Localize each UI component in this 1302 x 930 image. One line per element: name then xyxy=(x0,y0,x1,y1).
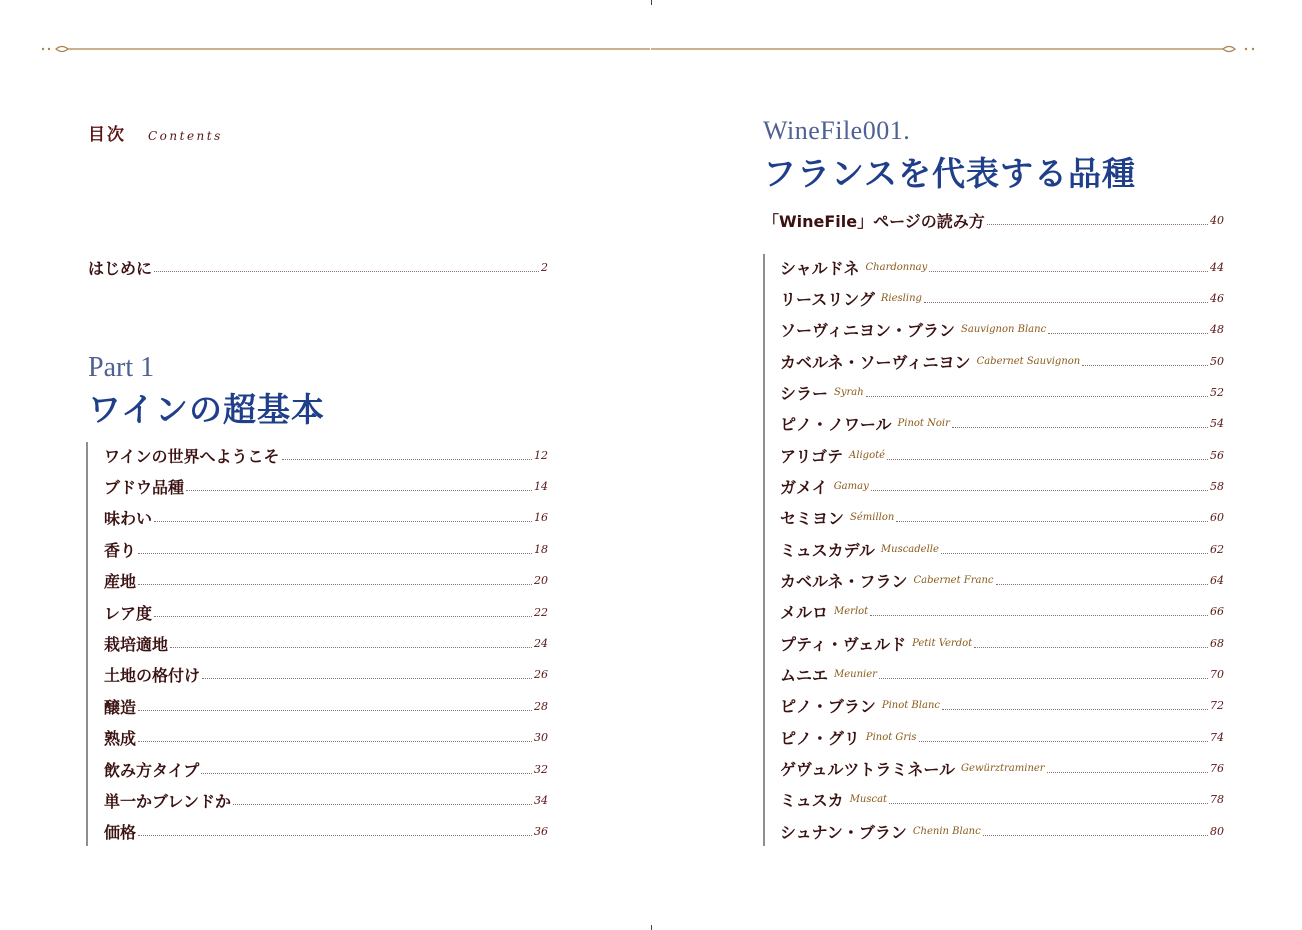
toc-entry-page: 26 xyxy=(534,668,548,682)
toc-entry-page: 68 xyxy=(1210,636,1224,650)
toc-entry-page: 14 xyxy=(534,479,548,493)
toc-entry-label: プティ・ヴェルド xyxy=(780,634,907,654)
toc-entry-page: 18 xyxy=(534,542,548,556)
toc-entry[interactable] xyxy=(780,319,1224,341)
toc-entry[interactable] xyxy=(780,538,1224,560)
toc-entry-label: ピノ・ノワール xyxy=(780,415,892,435)
dot-leader xyxy=(154,271,539,272)
toc-entry-page: 60 xyxy=(1210,511,1224,525)
toc-entry-label: シラー xyxy=(780,383,829,403)
toc-entry-en-name: Riesling xyxy=(880,292,922,304)
dot-leader xyxy=(1047,772,1208,773)
toc-entry-page: 24 xyxy=(534,636,548,650)
dot-leader xyxy=(138,710,532,711)
toc-entry-en-name: Petit Verdot xyxy=(912,637,973,649)
section-rule-left xyxy=(86,442,88,846)
dot-leader xyxy=(154,616,532,617)
toc-entry-en-name: Gamay xyxy=(833,480,869,492)
toc-title-jp: 目次 xyxy=(88,125,126,145)
toc-entry-label: 単一かブレンドか xyxy=(104,791,231,811)
toc-entry[interactable] xyxy=(104,758,548,780)
toc-entry[interactable] xyxy=(780,287,1224,309)
toc-entry[interactable] xyxy=(780,789,1224,811)
toc-entry[interactable] xyxy=(780,475,1224,497)
dot-leader xyxy=(942,709,1208,710)
toc-entry-en-name: Aligoté xyxy=(849,449,886,461)
toc-entry-page: 70 xyxy=(1210,668,1224,682)
toc-entry-en-name: Chenin Blanc xyxy=(912,825,981,837)
toc-entry[interactable] xyxy=(780,256,1224,278)
toc-entry-page: 72 xyxy=(1210,699,1224,713)
toc-entry[interactable] xyxy=(780,820,1224,842)
dot-leader xyxy=(170,647,532,648)
toc-entry-page: 74 xyxy=(1210,730,1224,744)
toc-entry-label: 熟成 xyxy=(104,729,137,749)
file-title: フランスを代表する品種 xyxy=(763,154,1137,193)
toc-entry-en-name: Cabernet Sauvignon xyxy=(976,355,1081,367)
toc-entry-label: 「WineFile」ページの読み方 xyxy=(763,211,985,231)
toc-entry-label: レア度 xyxy=(104,603,153,623)
toc-entry[interactable] xyxy=(104,789,548,811)
dot-leader xyxy=(987,224,1208,225)
crop-mark-top xyxy=(651,0,652,5)
toc-entry-page: 58 xyxy=(1210,479,1224,493)
toc-entry[interactable] xyxy=(104,444,548,466)
toc-entry[interactable] xyxy=(104,664,548,686)
dot-leader xyxy=(138,835,532,836)
toc-entry-en-name: Pinot Noir xyxy=(897,418,950,430)
toc-entry-label: ミュスカ xyxy=(780,791,844,811)
toc-entry[interactable] xyxy=(780,507,1224,529)
toc-entry-intro[interactable] xyxy=(88,256,548,278)
toc-heading xyxy=(88,120,223,145)
toc-entry-label: ムニエ xyxy=(780,666,829,686)
dot-leader xyxy=(919,741,1208,742)
toc-entry-page: 32 xyxy=(534,762,548,776)
toc-entry-page: 46 xyxy=(1210,291,1224,305)
toc-entry-label: セミヨン xyxy=(780,509,845,529)
toc-entry-en-name: Chardonnay xyxy=(865,261,928,273)
dot-leader xyxy=(186,490,532,491)
dot-leader xyxy=(870,615,1208,616)
dot-leader xyxy=(889,803,1208,804)
toc-entry-label: ピノ・ブラン xyxy=(780,697,876,717)
toc-entry-page: 78 xyxy=(1210,793,1224,807)
toc-entry-en-name: Syrah xyxy=(834,386,864,398)
toc-entry-label: シャルドネ xyxy=(780,258,860,278)
toc-entry-en-name: Sémillon xyxy=(850,512,895,524)
dot-leader xyxy=(983,835,1208,836)
toc-entry-en-name: Merlot xyxy=(834,606,869,618)
file-label: WineFile001. xyxy=(763,116,911,145)
part-title: ワインの超基本 xyxy=(88,390,326,429)
toc-entry-en-name: Meunier xyxy=(834,669,877,681)
dot-leader xyxy=(887,459,1208,460)
toc-entry[interactable] xyxy=(780,413,1224,435)
toc-entry-page: 12 xyxy=(534,448,548,462)
toc-entry[interactable] xyxy=(780,350,1224,372)
dot-leader xyxy=(233,804,532,805)
ornament-rule-left xyxy=(40,40,652,58)
toc-entry[interactable] xyxy=(780,570,1224,592)
toc-entry-page: 40 xyxy=(1210,213,1224,227)
toc-entry-en-name: Gewürztraminer xyxy=(961,763,1045,775)
toc-entry-label: 味わい xyxy=(104,509,153,529)
toc-entry-label: ブドウ品種 xyxy=(104,477,185,497)
toc-entry-label: アリゴテ xyxy=(780,446,844,466)
dot-leader xyxy=(996,584,1208,585)
toc-entry[interactable] xyxy=(104,538,548,560)
dot-leader xyxy=(924,302,1208,303)
toc-entry[interactable] xyxy=(780,632,1224,654)
ornament-rule-right xyxy=(651,40,1263,58)
toc-entry-label: 香り xyxy=(104,540,137,560)
toc-entry-label: ミュスカデル xyxy=(780,540,875,560)
toc-entry-label: リースリング xyxy=(780,289,875,309)
toc-entry-page: 36 xyxy=(534,825,548,839)
dot-leader xyxy=(138,553,532,554)
toc-entry-page: 20 xyxy=(534,574,548,588)
dot-leader xyxy=(896,521,1208,522)
section-rule-right xyxy=(763,254,765,846)
toc-entry-label: 価格 xyxy=(104,823,137,843)
toc-entry-page: 50 xyxy=(1210,354,1224,368)
toc-entry[interactable] xyxy=(104,507,548,529)
toc-entry[interactable] xyxy=(780,444,1224,466)
toc-entry-label: 栽培適地 xyxy=(104,634,169,654)
toc-entry-en-name: Sauvignon Blanc xyxy=(961,324,1047,336)
toc-entry-label: ワインの世界へようこそ xyxy=(104,446,280,466)
toc-entry-page: 52 xyxy=(1210,385,1224,399)
toc-entry[interactable] xyxy=(104,695,548,717)
dot-leader xyxy=(201,773,532,774)
toc-entry-label: 醸造 xyxy=(104,697,137,717)
toc-entry-label: ゲヴュルツトラミネール xyxy=(780,760,956,780)
toc-entry-en-name: Pinot Blanc xyxy=(881,700,940,712)
toc-entry-page: 34 xyxy=(534,793,548,807)
toc-entry-page: 54 xyxy=(1210,417,1224,431)
toc-entry-page: 44 xyxy=(1210,260,1224,274)
toc-entry-label: ピノ・グリ xyxy=(780,728,860,748)
toc-entry[interactable] xyxy=(780,695,1224,717)
dot-leader xyxy=(138,741,532,742)
toc-entry[interactable] xyxy=(780,758,1224,780)
toc-entry-en-name: Cabernet Franc xyxy=(913,575,994,586)
toc-entry-label: 飲み方タイプ xyxy=(104,760,200,780)
dot-leader xyxy=(282,459,532,460)
toc-entry-label: 産地 xyxy=(104,572,137,592)
toc-entry[interactable] xyxy=(780,726,1224,748)
toc-entry-label: 土地の格付け xyxy=(104,666,201,686)
dot-leader xyxy=(1048,333,1208,334)
dot-leader xyxy=(974,647,1208,648)
dot-leader xyxy=(138,584,532,585)
crop-mark-bottom xyxy=(651,925,652,930)
toc-entry[interactable] xyxy=(104,632,548,654)
toc-entry[interactable] xyxy=(104,727,548,749)
toc-entry-en-name: Pinot Gris xyxy=(865,731,917,743)
toc-entry-label: カベルネ・フラン xyxy=(780,572,908,591)
toc-entry-page: 16 xyxy=(534,511,548,525)
dot-leader xyxy=(929,271,1208,272)
toc-entry[interactable] xyxy=(104,821,548,843)
toc-entry-page: 2 xyxy=(541,260,548,274)
dot-leader xyxy=(952,427,1208,428)
dot-leader xyxy=(871,490,1208,491)
toc-entry-page: 28 xyxy=(534,699,548,713)
toc-entry-page: 62 xyxy=(1210,542,1224,556)
toc-entry-en-name: Muscadelle xyxy=(880,543,939,555)
toc-entry-label: シュナン・ブラン xyxy=(780,822,907,842)
toc-entry[interactable] xyxy=(104,570,548,592)
toc-entry-en-name: Muscat xyxy=(849,794,888,806)
toc-entry-label: メルロ xyxy=(780,603,829,623)
part-label: Part 1 xyxy=(88,352,155,383)
toc-entry[interactable] xyxy=(104,475,548,497)
toc-entry-page: 22 xyxy=(534,605,548,619)
toc-entry[interactable] xyxy=(780,664,1224,686)
toc-entry-page: 48 xyxy=(1210,323,1224,337)
toc-entry-page: 76 xyxy=(1210,762,1224,776)
dot-leader xyxy=(879,678,1208,679)
dot-leader xyxy=(866,396,1208,397)
dot-leader xyxy=(1082,365,1208,366)
toc-entry-label: はじめに xyxy=(88,258,153,278)
toc-entry[interactable] xyxy=(780,601,1224,623)
dot-leader xyxy=(941,553,1208,554)
toc-entry[interactable] xyxy=(780,381,1224,403)
toc-entry-label: ソーヴィニヨン・ブラン xyxy=(780,321,956,341)
toc-entry-page: 66 xyxy=(1210,605,1224,619)
dot-leader xyxy=(202,678,532,679)
toc-entry-label: カベルネ・ソーヴィニヨン xyxy=(780,352,971,372)
dot-leader xyxy=(154,521,532,522)
toc-entry-page: 80 xyxy=(1210,824,1224,838)
toc-entry[interactable] xyxy=(104,601,548,623)
toc-entry-label: ガメイ xyxy=(780,477,828,497)
toc-title-en: Contents xyxy=(148,129,223,143)
toc-entry-page: 64 xyxy=(1210,574,1224,587)
toc-entry-page: 56 xyxy=(1210,448,1224,462)
toc-entry-howto[interactable] xyxy=(763,209,1224,231)
toc-entry-page: 30 xyxy=(534,731,548,745)
